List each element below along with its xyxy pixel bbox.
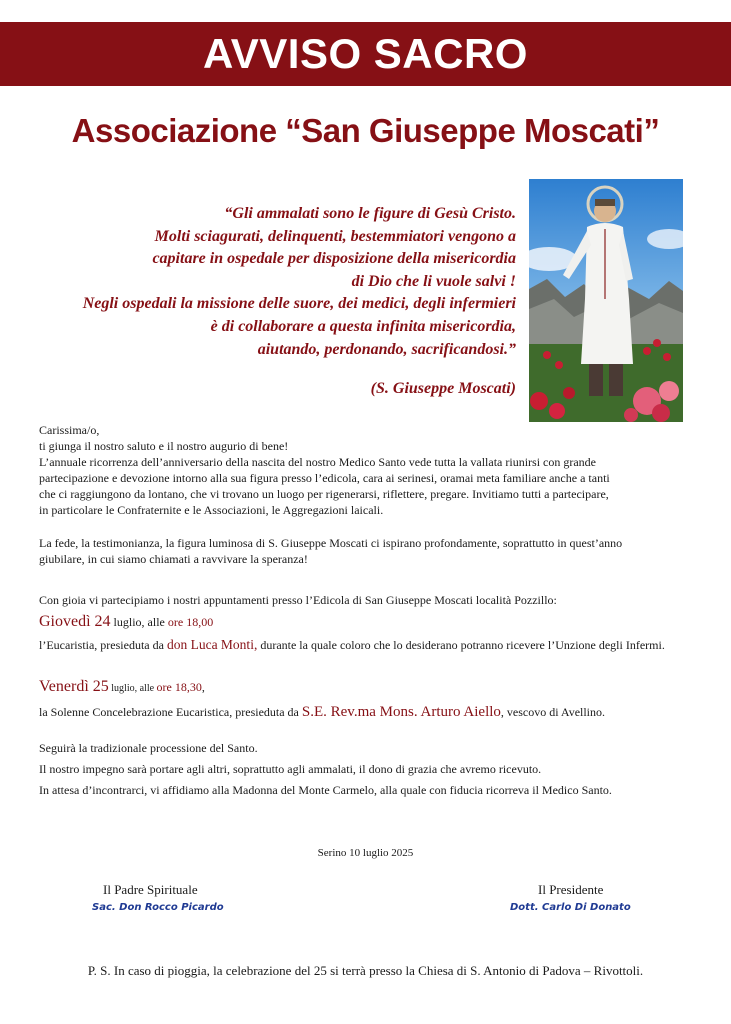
letter-body [39, 422, 719, 518]
association-title: Associazione “San Giuseppe Moscati” [71, 112, 660, 149]
header-banner [0, 22, 731, 86]
quote-line: di Dio che li vuole salvi ! [351, 272, 516, 290]
event-description-end: durante la quale coloro che lo desiderano potranno ricevere l’Unzione degli Infermi. [257, 638, 665, 652]
closing-line: Seguirà la tradizionale processione del Santo. [39, 741, 258, 755]
postscript: P. S. In caso di pioggia, la celebrazione del 25 si terrà presso la Chiesa di S. Antonio di Padova – Rivottoli. [87, 963, 644, 978]
quote-line: Negli ospedali la missione delle suore, dei medici, degli infermieri [82, 295, 516, 313]
event-description-end: , vescovo di Avellino. [500, 705, 606, 719]
left-signature-role: Il Padre Spirituale [103, 882, 198, 897]
event-month: luglio, alle [108, 683, 157, 694]
event-day: Giovedì 24 [39, 613, 111, 630]
quote-line: aiutando, perdonando, sacrificandosi.” [257, 340, 516, 358]
faith-line: giubilare, in cui siamo chiamati a ravvivare la speranza! [39, 552, 308, 566]
letter-line: che ci raggiungono da lontano, che vi trovano un luogo per rigenerarsi, riflettere, pregare. Invitiamo tutti a partecipare, [39, 487, 609, 501]
closing-line: In attesa d’incontrarci, vi affidiamo alla Madonna del Monte Carmelo, alla quale con fiducia ricorreva il Medico Santo. [39, 783, 612, 797]
closing-line: Il nostro impegno sarà portare agli altri, soprattutto agli ammalati, il dono di grazia che avremo ricevuto. [39, 762, 542, 776]
left-signature-name: Sac. Don Rocco Picardo [92, 902, 224, 913]
event-day: Venerdì 25 [39, 678, 109, 695]
saint-quote [20, 203, 516, 361]
right-signature-role: Il Presidente [538, 882, 604, 897]
quote-line: Molti sciagurati, delinquenti, bestemmiatori vengono a [154, 227, 516, 245]
event-description: l’Eucaristia, presieduta da [39, 638, 167, 652]
event-month: luglio, alle [110, 615, 168, 629]
greeting: Carissima/o, [39, 423, 100, 437]
faith-paragraph [39, 535, 719, 567]
place-date: Serino 10 luglio 2025 [317, 847, 414, 859]
event-time-suffix: , [201, 680, 205, 694]
event-time: ore 18,00 [167, 615, 214, 629]
quote-line: è di collaborare a questa infinita misericordia, [210, 317, 516, 335]
event-celebrant: don Luca Monti, [166, 637, 258, 652]
quote-line: capitare in ospedale per disposizione della misericordia [152, 250, 516, 268]
event-thursday [39, 612, 719, 655]
event-description: la Solenne Concelebrazione Eucaristica, presieduta da [39, 705, 302, 719]
letter-line: partecipazione e devozione intorno alla sua figura presso l’edicola, cara ai serinesi, oramai meta familiare anche a tanti [39, 471, 610, 485]
quote-line: “Gli ammalati sono le figure di Gesù Cristo. [224, 205, 516, 222]
closing-paragraph [39, 738, 719, 801]
saint-statue-photo [529, 179, 683, 422]
banner-title: AVVISO SACRO [203, 30, 528, 77]
letter-line: ti giunga il nostro saluto e il nostro augurio di bene! [39, 439, 289, 453]
right-signature-name: Dott. Carlo Di Donato [510, 902, 631, 913]
event-friday [39, 677, 719, 722]
letter-line: in particolare le Confraternite e le Associazioni, le Aggregazioni laicali. [39, 503, 384, 517]
letter-line: L’annuale ricorrenza dell’anniversario della nascita del nostro Medico Santo vede tutta la vallata riunirsi con grande [39, 455, 597, 469]
faith-line: La fede, la testimonianza, la figura luminosa di S. Giuseppe Moscati ci ispirano profondamente, soprattutto in quest’anno [39, 536, 623, 550]
events-intro: Con gioia vi partecipiamo i nostri appuntamenti presso l’Edicola di San Giuseppe Moscati località Pozzillo: [39, 593, 557, 607]
event-time: ore 18,30 [156, 680, 202, 694]
quote-attribution: (S. Giuseppe Moscati) [370, 380, 516, 397]
event-celebrant: S.E. Rev.ma Mons. Arturo Aiello [301, 704, 501, 720]
